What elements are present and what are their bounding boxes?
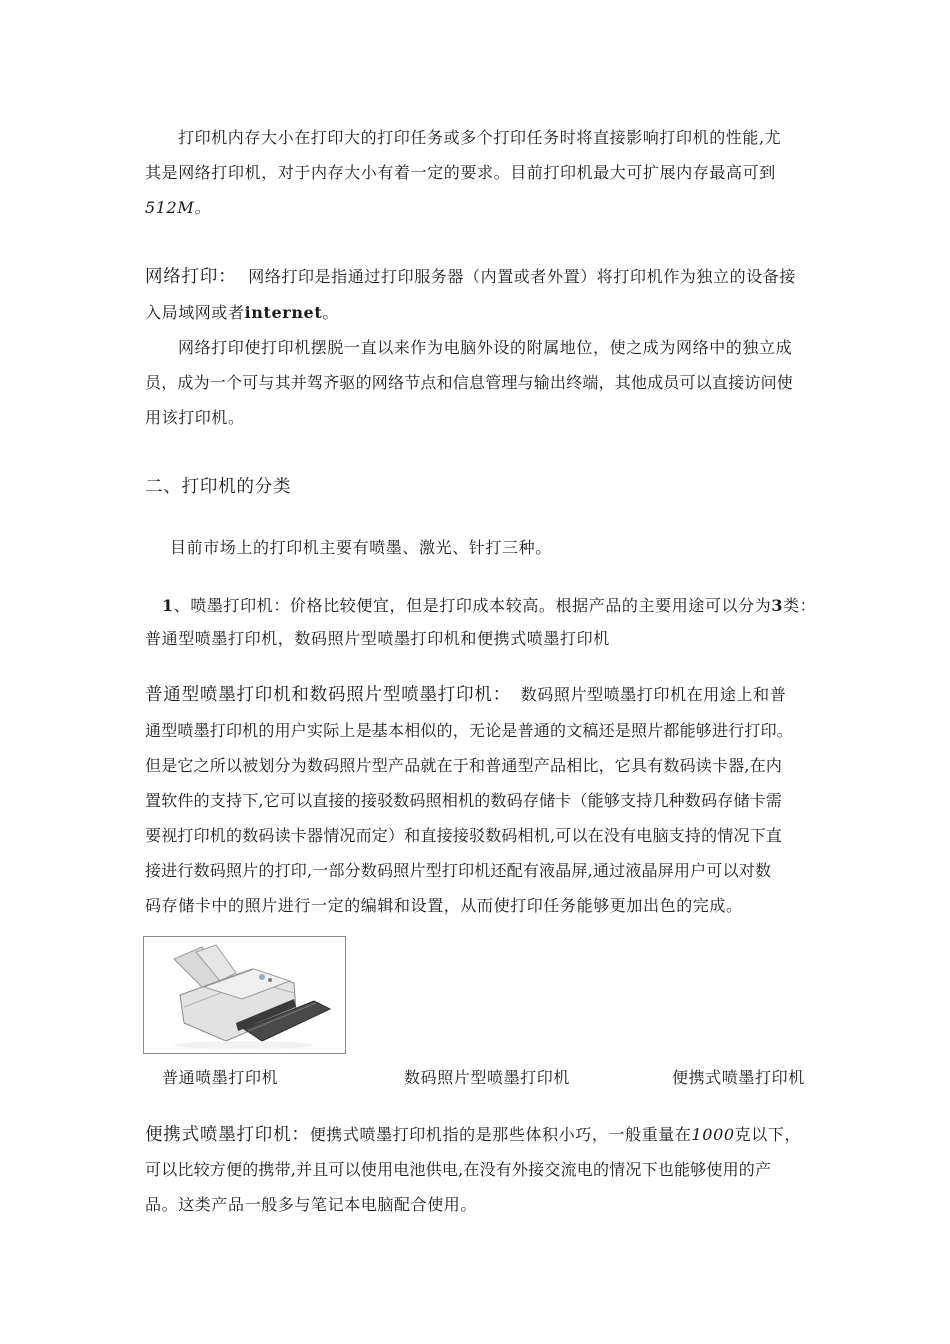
network-print-paragraph-line-1: 网络打印使打印机摆脱一直以来作为电脑外设的附属地位，使之成为网络中的独立成 bbox=[178, 338, 793, 357]
caption-photo-inkjet: 数码照片型喷墨打印机 bbox=[404, 1068, 571, 1087]
inkjet-item-suffix: 类： bbox=[783, 596, 817, 615]
portable-inkjet-term: 便携式喷墨打印机： bbox=[145, 1125, 310, 1145]
photo-inkjet-line-7: 码存储卡中的照片进行一定的编辑和设置，从而使打印任务能够更加出色的完成。 bbox=[145, 896, 743, 915]
inkjet-item-text: 、喷墨打印机：价格比较便宜，但是打印成本较高。根据产品的主要用途可以分为 bbox=[173, 596, 772, 615]
caption-portable-inkjet: 便携式喷墨打印机 bbox=[672, 1068, 805, 1087]
memory-paragraph-line-1: 打印机内存大小在打印大的打印任务或多个打印任务时将直接影响打印机的性能,尤 bbox=[178, 128, 782, 147]
portable-weight-value: 1000 bbox=[691, 1125, 735, 1144]
portable-inkjet-line-1-prefix: 便携式喷墨打印机指的是那些体积小巧，一般重量在 bbox=[309, 1125, 692, 1144]
portable-inkjet-line-1-suffix: 克以下， bbox=[734, 1125, 802, 1144]
photo-inkjet-line-4: 置软件的支持下,它可以直接的接驳数码照相机的数码存储卡（能够支持几种数码存储卡需 bbox=[145, 791, 783, 810]
photo-inkjet-line-1-rest: 数码照片型喷墨打印机在用途上和普 bbox=[520, 685, 787, 704]
network-print-term: 网络打印： bbox=[145, 267, 237, 287]
portable-inkjet-line-3: 品。这类产品一般多与笔记本电脑配合使用。 bbox=[145, 1195, 478, 1214]
network-print-definition-prefix: 入局域网或者 bbox=[145, 303, 245, 322]
item-number: 1 bbox=[162, 596, 174, 615]
internet-term: internet bbox=[244, 303, 323, 322]
network-print-definition-line-2 bbox=[145, 302, 339, 324]
photo-inkjet-line-6: 接进行数码照片的打印,一部分数码照片型打印机还配有液晶屏,通过液晶屏用户可以对数 bbox=[145, 861, 772, 880]
inkjet-category-count: 3 bbox=[771, 596, 784, 615]
normal-inkjet-printer-image bbox=[143, 936, 346, 1054]
network-print-paragraph-line-3: 用该打印机。 bbox=[145, 408, 245, 427]
section-two-heading: 二、打印机的分类 bbox=[145, 477, 292, 497]
photo-inkjet-line-5: 要视打印机的数码读卡器情况而定）和直接接驳数码相机,可以在没有电脑支持的情况下直 bbox=[145, 826, 783, 845]
caption-normal-inkjet: 普通喷墨打印机 bbox=[162, 1068, 279, 1087]
photo-inkjet-term: 普通型喷墨打印机和数码照片型喷墨打印机： bbox=[145, 685, 511, 705]
memory-paragraph-line-2: 其是网络打印机，对于内存大小有着一定的要求。目前打印机最大可扩展内存最高可到 bbox=[145, 163, 776, 182]
network-print-definition bbox=[145, 266, 796, 288]
portable-inkjet-line-1 bbox=[145, 1124, 801, 1146]
photo-inkjet-line-3: 但是它之所以被划分为数码照片型产品就在于和普通型产品相比，它具有数码读卡器,在内 bbox=[145, 756, 783, 775]
memory-paragraph-line-3: 512M。 bbox=[145, 198, 211, 217]
portable-inkjet-line-2: 可以比较方便的携带,并且可以使用电池供电,在没有外接交流电的情况下也能够使用的产 bbox=[145, 1160, 772, 1179]
network-print-paragraph-line-2: 员，成为一个可与其并驾齐驱的网络节点和信息管理与输出终端，其他成员可以直接访问使 bbox=[145, 373, 794, 392]
section-two-intro: 目前市场上的打印机主要有喷墨、激光、针打三种。 bbox=[170, 538, 552, 557]
photo-inkjet-line-1 bbox=[145, 684, 786, 706]
photo-inkjet-line-2: 通型喷墨打印机的用户实际上是基本相似的，无论是普通的文稿还是照片都能够进行打印。 bbox=[145, 721, 794, 740]
printer-illustration bbox=[144, 937, 345, 1053]
inkjet-item-line-1 bbox=[162, 595, 816, 617]
inkjet-item-line-2: 普通型喷墨打印机，数码照片型喷墨打印机和便携式喷墨打印机 bbox=[145, 629, 610, 648]
network-print-definition-text: 网络打印是指通过打印服务器（内置或者外置）将打印机作为独立的设备接 bbox=[248, 267, 796, 286]
network-print-definition-suffix: 。 bbox=[322, 303, 339, 322]
